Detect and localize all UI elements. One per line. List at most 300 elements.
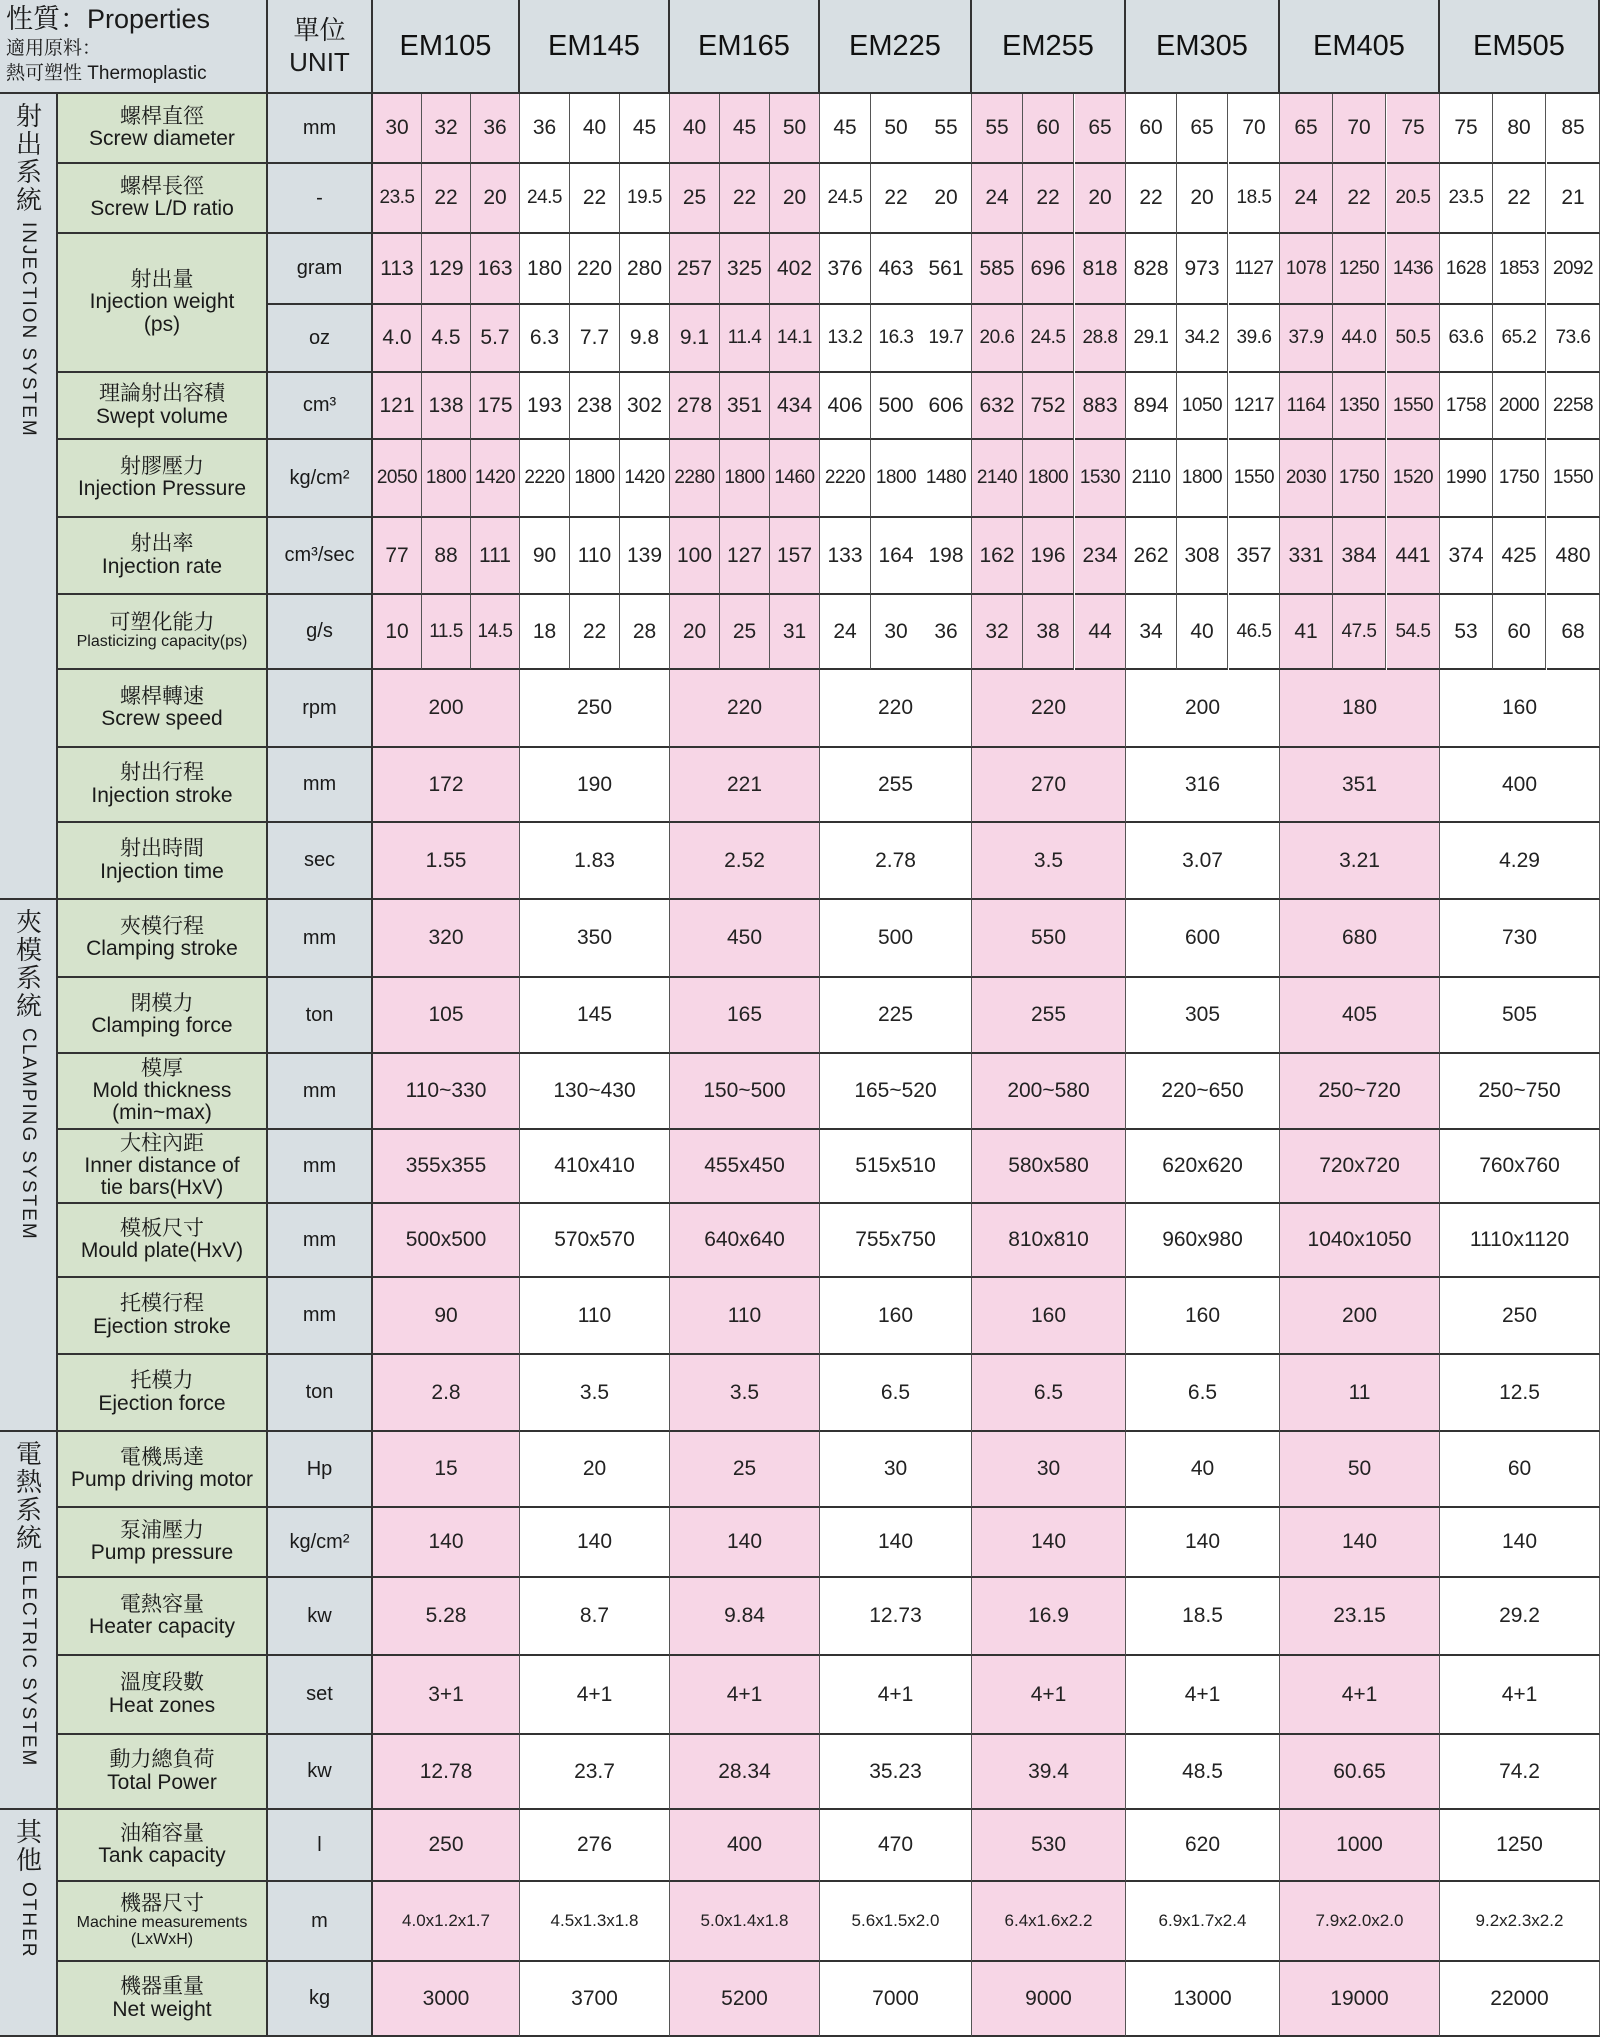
- cell-value: 29.2: [1499, 1604, 1540, 1627]
- value-cell: [373, 234, 422, 305]
- value-cell: [570, 94, 620, 164]
- cell-value: 190: [576, 772, 613, 796]
- value-cell: [972, 1735, 1126, 1810]
- value-cell: [1229, 373, 1280, 440]
- cell-value: 6.4x1.6x2.2: [1004, 1911, 1093, 1930]
- value-cell: [1333, 94, 1386, 164]
- value-cell: [670, 900, 820, 978]
- value-cell: [1493, 373, 1546, 440]
- value-cell: [1075, 373, 1126, 440]
- unit-cell: [268, 1882, 373, 1962]
- cell-value: 5.6x1.5x2.0: [851, 1911, 940, 1930]
- value-cell: [670, 748, 820, 823]
- model-header: [670, 0, 820, 94]
- cell-value: 160: [1030, 1303, 1067, 1327]
- value-cell: [670, 1204, 820, 1278]
- property-label: [58, 1054, 268, 1130]
- cell-value: 2258: [1552, 394, 1594, 416]
- property-name-zh: 大柱內距: [120, 1131, 204, 1155]
- value-cell: [1023, 305, 1074, 373]
- cell-value: 350: [576, 926, 613, 949]
- property-name-zh: 電機馬達: [120, 1445, 204, 1469]
- cell-value: 110: [577, 543, 612, 567]
- value-cell: [921, 595, 972, 670]
- cell-value: 22: [582, 619, 607, 643]
- model-name: EM145: [548, 29, 640, 62]
- value-cell: [1126, 1508, 1280, 1578]
- cell-value: 70: [1242, 116, 1266, 139]
- cell-value: 250: [428, 1833, 464, 1856]
- cell-value: 755x750: [855, 1228, 936, 1251]
- cell-value: 11.4: [727, 327, 762, 348]
- cell-value: 250~750: [1478, 1079, 1561, 1102]
- cell-value: 140: [1030, 1530, 1067, 1553]
- value-cell: [1126, 164, 1177, 234]
- value-cell: [1280, 978, 1440, 1054]
- unit-cell: [268, 94, 373, 164]
- cell-value: 384: [1341, 543, 1377, 567]
- unit-cell: [268, 670, 373, 748]
- cell-value: 1217: [1233, 394, 1275, 416]
- cell-value: 100: [676, 543, 713, 567]
- cell-value: 140: [726, 1530, 763, 1553]
- cell-value: 24: [985, 186, 1009, 209]
- cell-value: 54.5: [1395, 620, 1431, 642]
- cell-value: 36: [934, 619, 958, 643]
- cell-value: 41: [1294, 619, 1318, 643]
- cell-value: 2140: [976, 467, 1018, 488]
- cell-value: 20.5: [1395, 187, 1431, 208]
- cell-value: 200: [428, 696, 464, 719]
- value-cell: [373, 1882, 520, 1962]
- model-header: [820, 0, 972, 94]
- unit-value: mm: [302, 1228, 337, 1251]
- value-cell: [670, 164, 720, 234]
- cell-value: 20: [483, 186, 507, 209]
- value-cell: [1075, 518, 1126, 595]
- value-cell: [373, 164, 422, 234]
- value-cell: [520, 595, 570, 670]
- cell-value: 12.5: [1499, 1380, 1540, 1404]
- value-cell: [1440, 440, 1493, 518]
- value-cell: [972, 305, 1023, 373]
- value-cell: [1229, 518, 1280, 595]
- cell-value: 129: [428, 256, 464, 280]
- value-cell: [1126, 1882, 1280, 1962]
- unit-cell: [268, 1508, 373, 1578]
- value-cell: [1177, 373, 1228, 440]
- value-cell: [720, 234, 770, 305]
- property-name-en-2: (min~max): [112, 1101, 212, 1125]
- value-cell: [820, 1130, 972, 1204]
- cell-value: 3.5: [579, 1380, 610, 1404]
- model-name: EM405: [1313, 29, 1405, 62]
- cell-value: 220: [576, 256, 613, 280]
- model-name: EM225: [849, 29, 941, 62]
- unit-cell: [268, 305, 373, 373]
- cell-value: 4+1: [1184, 1682, 1221, 1706]
- value-cell: [820, 900, 972, 978]
- cell-value: 1.55: [425, 848, 467, 872]
- cell-value: 110~330: [405, 1079, 487, 1102]
- cell-value: 140: [1184, 1530, 1221, 1553]
- cell-value: 140: [428, 1530, 464, 1553]
- cell-value: 1800: [724, 467, 765, 488]
- cell-value: 220: [1030, 696, 1067, 719]
- value-cell: [1440, 1278, 1600, 1355]
- value-cell: [1387, 94, 1440, 164]
- value-cell: [1547, 164, 1600, 234]
- cell-value: 3000: [422, 1986, 470, 2010]
- cell-value: 1250: [1338, 257, 1380, 279]
- cell-value: 15: [434, 1457, 458, 1480]
- cell-value: 22: [1036, 186, 1060, 209]
- cell-value: 48.5: [1182, 1759, 1223, 1783]
- cell-value: 463: [878, 256, 914, 280]
- cell-value: 1040x1050: [1307, 1228, 1412, 1251]
- cell-value: 1.83: [574, 848, 615, 872]
- value-cell: [422, 595, 471, 670]
- value-cell: [1493, 164, 1546, 234]
- cell-value: 441: [1395, 543, 1431, 567]
- cell-value: 6.3: [529, 326, 560, 349]
- cell-value: 160: [1501, 696, 1538, 719]
- cell-value: 28.8: [1082, 327, 1118, 348]
- value-cell: [1547, 595, 1600, 670]
- property-name-en: Clamping stroke: [86, 937, 238, 960]
- cell-value: 110: [577, 1303, 612, 1327]
- value-cell: [373, 823, 520, 900]
- value-cell: [520, 1578, 670, 1656]
- cell-value: 175: [477, 393, 513, 417]
- cell-value: 1530: [1079, 467, 1121, 488]
- value-cell: [820, 305, 871, 373]
- cell-value: 1420: [624, 467, 665, 488]
- value-cell: [620, 595, 670, 670]
- value-cell: [720, 595, 770, 670]
- value-cell: [770, 94, 820, 164]
- cell-value: 5.7: [480, 326, 510, 349]
- cell-value: 238: [576, 393, 613, 417]
- cell-value: 355x355: [405, 1154, 487, 1177]
- cell-value: 894: [1133, 393, 1169, 417]
- cell-value: 406: [827, 393, 863, 417]
- model-header: [373, 0, 520, 94]
- property-name-en: Heat zones: [108, 1693, 216, 1717]
- section-label: [0, 1432, 58, 1810]
- cell-value: 561: [928, 256, 964, 280]
- cell-value: 5.28: [425, 1604, 467, 1627]
- unit-value: mm: [302, 116, 337, 139]
- value-cell: [921, 164, 972, 234]
- value-cell: [373, 1508, 520, 1578]
- value-cell: [720, 518, 770, 595]
- value-cell: [1387, 518, 1440, 595]
- cell-value: 1750: [1338, 467, 1380, 488]
- value-cell: [972, 1578, 1126, 1656]
- value-cell: [520, 94, 570, 164]
- value-cell: [1023, 164, 1074, 234]
- cell-value: 351: [726, 393, 763, 417]
- cell-value: 4+1: [1501, 1682, 1538, 1706]
- value-cell: [1177, 164, 1228, 234]
- value-cell: [520, 1355, 670, 1432]
- value-cell: [1333, 373, 1386, 440]
- property-name-en: Ejection stroke: [93, 1314, 231, 1338]
- cell-value: 1164: [1286, 394, 1326, 416]
- cell-value: 4.5: [431, 326, 461, 349]
- value-cell: [520, 1735, 670, 1810]
- section-label: [0, 94, 58, 900]
- cell-value: 160: [877, 1303, 914, 1327]
- section-name-zh: 電熱系統: [12, 1440, 43, 1552]
- cell-value: 196: [1030, 543, 1066, 567]
- unit-value: mm: [302, 926, 337, 949]
- cell-value: 130~430: [553, 1079, 636, 1102]
- value-cell: [670, 373, 720, 440]
- value-cell: [972, 94, 1023, 164]
- value-cell: [921, 373, 972, 440]
- cell-value: 3+1: [428, 1682, 464, 1706]
- cell-value: 351: [1341, 772, 1378, 796]
- cell-value: 13.2: [827, 327, 863, 348]
- unit-value: gram: [296, 257, 343, 279]
- section-name-zh: 射出系統: [12, 102, 43, 214]
- cell-value: 1250: [1496, 1833, 1543, 1856]
- value-cell: [1440, 900, 1600, 978]
- value-cell: [670, 518, 720, 595]
- value-cell: [871, 234, 922, 305]
- property-label: [58, 164, 268, 234]
- cell-value: 1050: [1181, 394, 1223, 416]
- value-cell: [570, 518, 620, 595]
- cell-value: 40: [1190, 619, 1214, 643]
- property-name-en: Heater capacity: [89, 1615, 235, 1638]
- cell-value: 75: [1454, 116, 1478, 139]
- cell-value: 7000: [872, 1986, 919, 2010]
- value-cell: [422, 518, 471, 595]
- cell-value: 6.9x1.7x2.4: [1158, 1911, 1247, 1930]
- cell-value: 220: [877, 696, 914, 719]
- value-cell: [972, 823, 1126, 900]
- property-label: [58, 748, 268, 823]
- value-cell: [1547, 440, 1600, 518]
- cell-value: 632: [979, 393, 1015, 417]
- value-cell: [1126, 900, 1280, 978]
- value-cell: [1493, 440, 1546, 518]
- property-name-zh: 射出時間: [120, 837, 204, 861]
- value-cell: [921, 234, 972, 305]
- value-cell: [520, 234, 570, 305]
- property-label: [58, 1962, 268, 2037]
- cell-value: 30: [883, 1457, 908, 1480]
- cell-value: 23.15: [1333, 1604, 1386, 1627]
- value-cell: [422, 234, 471, 305]
- property-name-zh: 射出量: [130, 268, 194, 292]
- cell-value: 6.5: [1187, 1380, 1218, 1404]
- cell-value: 515x510: [855, 1154, 936, 1177]
- cell-value: 320: [428, 926, 464, 949]
- property-name-zh: 螺桿長徑: [120, 174, 204, 198]
- cell-value: 55: [985, 116, 1009, 139]
- cell-value: 730: [1501, 926, 1538, 949]
- model-name: EM105: [399, 29, 492, 62]
- value-cell: [1126, 1810, 1280, 1882]
- value-cell: [1023, 94, 1074, 164]
- cell-value: 250: [1501, 1303, 1538, 1327]
- cell-value: 470: [877, 1833, 914, 1856]
- cell-value: 1000: [1336, 1833, 1383, 1856]
- value-cell: [820, 373, 871, 440]
- cell-value: 180: [1341, 696, 1378, 719]
- cell-value: 45: [732, 116, 757, 139]
- value-cell: [520, 1810, 670, 1882]
- cell-value: 1750: [1498, 467, 1540, 488]
- property-label: [58, 1204, 268, 1278]
- value-cell: [820, 1962, 972, 2037]
- cell-value: 3.21: [1339, 848, 1380, 872]
- value-cell: [471, 94, 520, 164]
- value-cell: [373, 1054, 520, 1130]
- cell-value: 220: [726, 696, 763, 719]
- cell-value: 160: [1184, 1303, 1221, 1327]
- value-cell: [1280, 1810, 1440, 1882]
- value-cell: [373, 305, 422, 373]
- property-label: [58, 595, 268, 670]
- property-name-en: Mould plate(HxV): [80, 1239, 244, 1262]
- unit-value: set: [306, 1683, 333, 1705]
- property-name-en: Injection weight: [89, 290, 235, 314]
- unit-cell: [268, 1355, 373, 1432]
- value-cell: [1177, 440, 1228, 518]
- cell-value: 22000: [1490, 1986, 1549, 2010]
- cell-value: 198: [928, 543, 964, 567]
- cell-value: 39.4: [1028, 1759, 1069, 1783]
- value-cell: [1280, 748, 1440, 823]
- value-cell: [972, 1962, 1126, 2037]
- cell-value: 162: [979, 543, 1015, 567]
- cell-value: 883: [1082, 393, 1118, 417]
- value-cell: [1126, 373, 1177, 440]
- cell-value: 60: [1036, 116, 1060, 139]
- cell-value: 23.5: [1448, 187, 1484, 208]
- value-cell: [820, 1432, 972, 1508]
- value-cell: [373, 1278, 520, 1355]
- value-cell: [1387, 164, 1440, 234]
- cell-value: 38: [1036, 619, 1060, 643]
- value-cell: [820, 440, 871, 518]
- cell-value: 1127: [1234, 257, 1274, 279]
- cell-value: 2220: [824, 467, 866, 488]
- value-cell: [670, 1962, 820, 2037]
- value-cell: [373, 1130, 520, 1204]
- cell-value: 193: [526, 393, 563, 417]
- cell-value: 680: [1341, 926, 1378, 949]
- cell-value: 4+1: [1341, 1682, 1378, 1706]
- cell-value: 133: [827, 543, 863, 567]
- value-cell: [1075, 94, 1126, 164]
- value-cell: [820, 164, 871, 234]
- cell-value: 44.0: [1341, 327, 1377, 348]
- value-cell: [1440, 670, 1600, 748]
- property-name-zh: 夾模行程: [120, 914, 204, 938]
- value-cell: [1075, 305, 1126, 373]
- cell-value: 357: [1236, 543, 1272, 567]
- cell-value: 19.7: [928, 327, 964, 348]
- property-label: [58, 900, 268, 978]
- cell-value: 20: [1190, 186, 1214, 209]
- property-name-zh: 射出行程: [120, 761, 204, 785]
- value-cell: [471, 595, 520, 670]
- cell-value: 20: [682, 619, 707, 643]
- cell-value: 620x620: [1162, 1154, 1243, 1177]
- cell-value: 4+1: [576, 1682, 613, 1706]
- cell-value: 22: [1347, 186, 1371, 209]
- cell-value: 2.52: [724, 848, 765, 872]
- cell-value: 374: [1448, 543, 1484, 567]
- value-cell: [1023, 234, 1074, 305]
- cell-value: 30: [884, 619, 908, 643]
- cell-value: 760x760: [1479, 1154, 1560, 1177]
- cell-value: 11.5: [429, 620, 463, 642]
- cell-value: 2220: [524, 467, 565, 488]
- cell-value: 262: [1133, 543, 1169, 567]
- cell-value: 105: [428, 1003, 464, 1026]
- property-label: [58, 1432, 268, 1508]
- cell-value: 44: [1088, 619, 1112, 643]
- cell-value: 34: [1139, 619, 1163, 643]
- unit-value: kg/cm²: [289, 1530, 350, 1553]
- cell-value: 20: [582, 1457, 607, 1480]
- cell-value: 22: [434, 186, 458, 209]
- cell-value: 570x570: [554, 1228, 635, 1251]
- value-cell: [1387, 373, 1440, 440]
- value-cell: [1280, 94, 1333, 164]
- value-cell: [570, 595, 620, 670]
- value-cell: [670, 1735, 820, 1810]
- cell-value: 640x640: [704, 1228, 785, 1251]
- value-cell: [1126, 1130, 1280, 1204]
- cell-value: 21: [1561, 186, 1585, 209]
- value-cell: [520, 1432, 670, 1508]
- value-cell: [972, 670, 1126, 748]
- property-name-en: Inner distance of: [84, 1153, 240, 1177]
- section-name-en: INJECTION SYSTEM: [18, 222, 39, 438]
- value-cell: [1280, 518, 1333, 595]
- cell-value: 400: [726, 1833, 763, 1856]
- value-cell: [373, 1578, 520, 1656]
- material-label: 適用原料：: [6, 38, 102, 59]
- value-cell: [1229, 305, 1280, 373]
- property-label: [58, 1882, 268, 1962]
- value-cell: [1493, 595, 1546, 670]
- value-cell: [373, 978, 520, 1054]
- cell-value: 24: [1294, 186, 1318, 209]
- cell-value: 13000: [1173, 1986, 1232, 2010]
- unit-cell: [268, 373, 373, 440]
- value-cell: [1177, 94, 1228, 164]
- cell-value: 580x580: [1008, 1154, 1089, 1177]
- value-cell: [1280, 373, 1333, 440]
- value-cell: [570, 305, 620, 373]
- cell-value: 1078: [1285, 257, 1327, 279]
- value-cell: [520, 1054, 670, 1130]
- cell-value: 620: [1184, 1833, 1221, 1856]
- value-cell: [820, 670, 972, 748]
- unit-value: sec: [303, 849, 336, 871]
- unit-value: l: [317, 1833, 322, 1856]
- cell-value: 65: [1088, 116, 1112, 139]
